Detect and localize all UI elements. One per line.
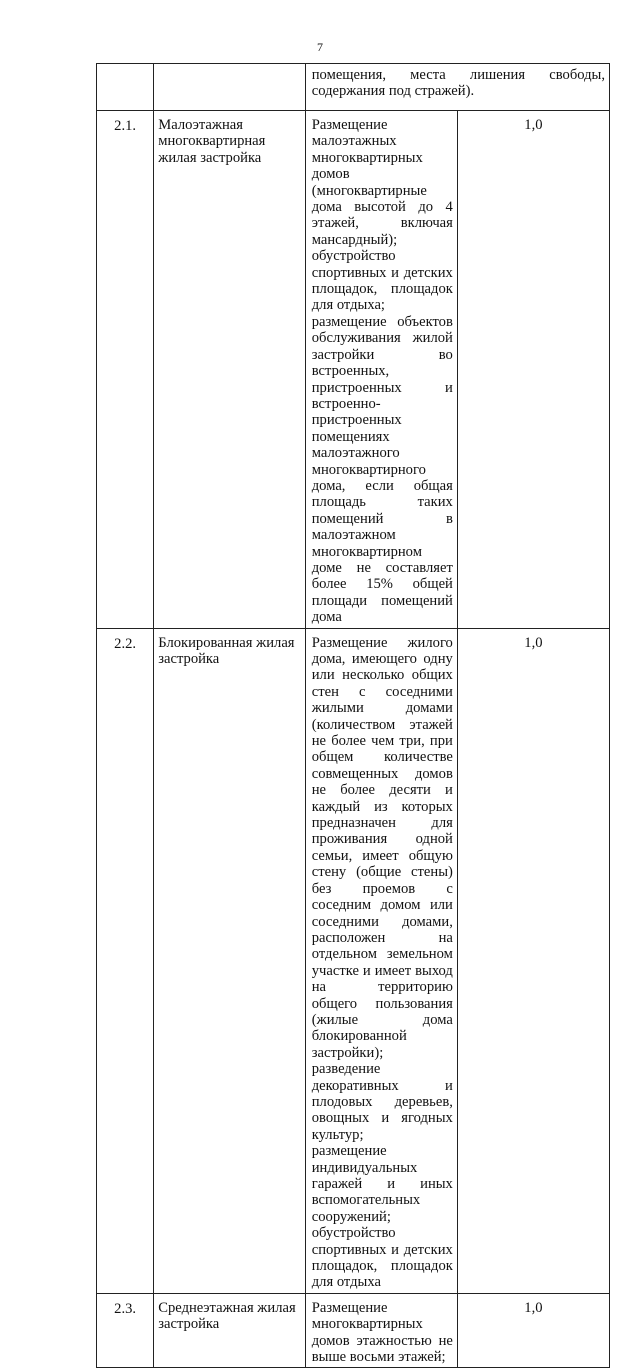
row-number-cell: 2.3. <box>97 1293 154 1368</box>
description-cell <box>305 1293 457 1368</box>
use-type-name-cell: Блокированная жилая застройка <box>154 628 306 1293</box>
description-paragraph: размещение индивидуальных гаражей и иных вспомогательных сооружений; <box>311 1143 453 1225</box>
row-number-cell <box>97 64 154 111</box>
description-paragraph: размещение объектов обслуживания жилой застройки во встроенных, пристроенных и встроенно-пристроенных помещениях малоэтажного многоквартирного дома, если общая площадь таких помещений в малоэтажном многоквартирном доме не составляет более 15% общей площади помещений дома <box>311 313 453 626</box>
description-paragraph: помещения, места лишения свободы, содержания под стражей). <box>311 67 605 100</box>
description-paragraph: обустройство спортивных и детских площадок, площадок для отдыха <box>311 1225 453 1291</box>
coefficient-cell: 1,0 <box>457 628 609 1293</box>
row-number-cell: 2.1. <box>97 111 154 629</box>
land-use-table-grid <box>96 63 610 1368</box>
description-paragraph: Размещение многоквартирных домов этажностью не выше восьми этажей; <box>311 1299 453 1366</box>
use-type-name-cell <box>154 64 306 111</box>
coefficient-cell: 1,0 <box>457 111 609 629</box>
description-paragraph: Размещение жилого дома, имеющего одну или несколько общих стен с соседними жилыми домами (количеством этажей не более чем три, при общем количестве совмещенных домов не более десяти и каждый из которых предназначен для проживания одной семьи, имеет общую стену (общие стены) без проемов с соседним домом или соседними домами, расположен на отдельном земельном участке и имеет выход на территорию общего пользования (жилые дома блокированной застройки); <box>311 634 453 1061</box>
land-use-table <box>96 63 610 1368</box>
row-number-cell: 2.2. <box>97 628 154 1293</box>
table-row <box>97 628 610 1293</box>
description-cell <box>305 64 609 111</box>
description-cell <box>305 111 457 629</box>
table-row <box>97 1293 610 1368</box>
description-paragraph: Размещение малоэтажных многоквартирных домов (многоквартирные дома высотой до 4 этажей, включая мансардный); <box>311 117 453 248</box>
description-paragraph: обустройство спортивных и детских площадок, площадок для отдыха; <box>311 248 453 314</box>
table-row <box>97 64 610 111</box>
use-type-name-cell: Среднеэтажная жилая застройка <box>154 1293 306 1368</box>
coefficient-cell: 1,0 <box>457 1293 609 1368</box>
page-number: 7 <box>317 40 323 54</box>
table-row <box>97 111 610 629</box>
use-type-name-cell: Малоэтажная многоквартирная жилая застройка <box>154 111 306 629</box>
description-cell <box>305 628 457 1293</box>
description-paragraph: разведение декоративных и плодовых деревьев, овощных и ягодных культур; <box>311 1061 453 1143</box>
